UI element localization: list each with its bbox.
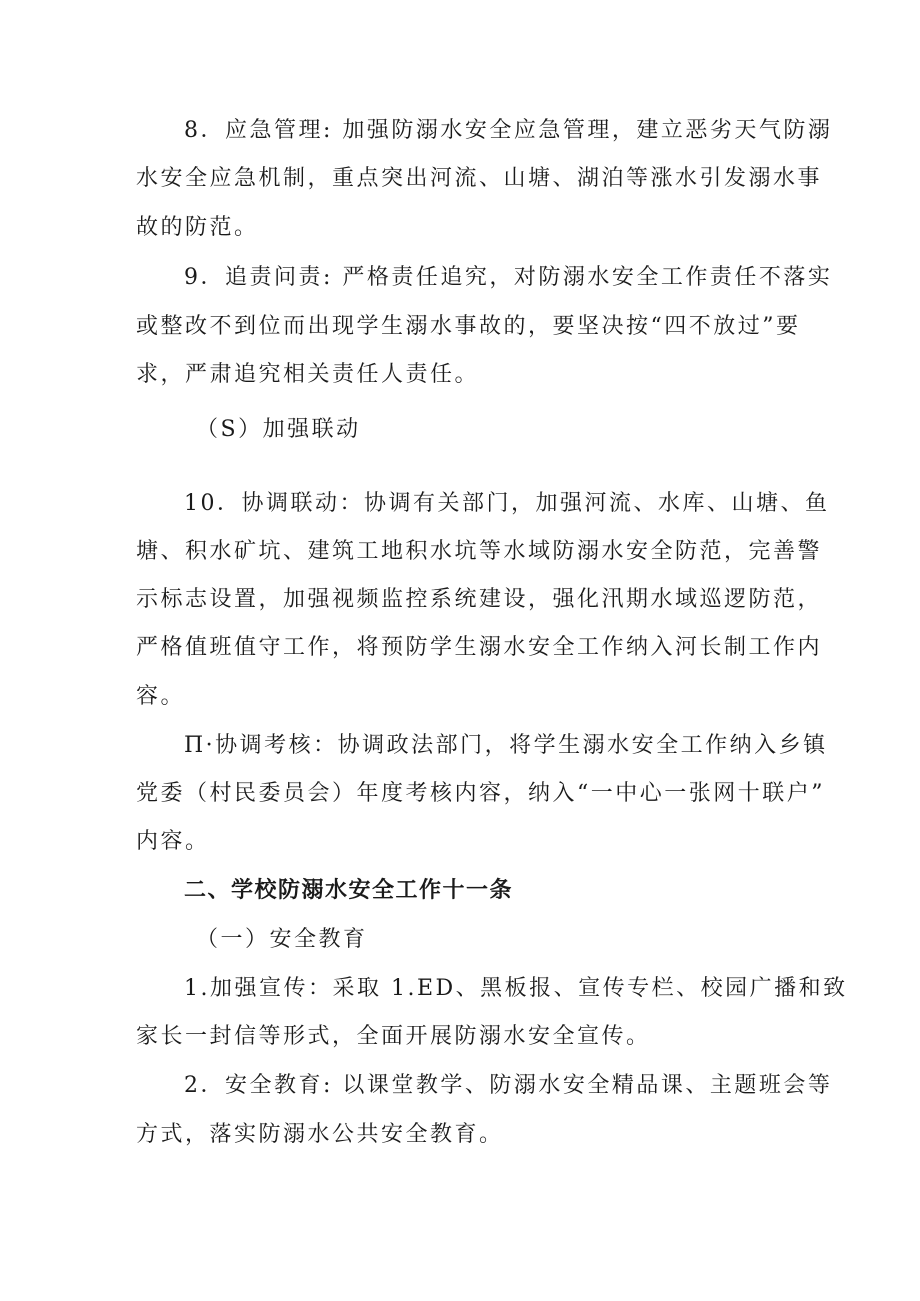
school-item-1-line-2: 家长一封信等形式，全面开展防溺水安全宣传。: [136, 1024, 651, 1049]
item-10-line-4: 严格值班值守工作，将预防学生溺水安全工作纳入河长制工作内: [136, 635, 823, 660]
item-10-line-3: 示标志设置，加强视频监控系统建设，强化汛期水域巡逻防范，: [136, 587, 823, 612]
item-9-line-1: 9．追责问责: 严格责任追究，对防溺水安全工作责任不落实: [184, 265, 833, 290]
item-11-line-1: П·协调考核：协调政法部门，将学生溺水安全工作纳入乡镇: [184, 733, 828, 758]
item-10-line-1: 10．协调联动：协调有关部门，加强河流、水库、山塘、鱼: [184, 491, 830, 516]
school-item-1-line-1: 1.加强宣传：采取 1.ED、黑板报、宣传专栏、校园广播和致: [184, 976, 848, 1001]
section-1-subheading: （一）安全教育: [196, 927, 368, 952]
school-item-2-line-1: 2．安全教育: 以课堂教学、防溺水安全精品课、主题班会等: [184, 1073, 833, 1098]
item-10-line-2: 塘、积水矿坑、建筑工地积水坑等水域防溺水安全防范，完善警: [136, 539, 823, 564]
section-2-heading: 二、学校防溺水安全工作十一条: [184, 878, 514, 903]
item-9-line-3: 求，严肃追究相关责任人责任。: [136, 362, 480, 387]
item-8-line-2: 水安全应急机制，重点突出河流、山塘、湖泊等涨水引发溺水事: [136, 166, 823, 191]
item-10-line-5: 容。: [136, 684, 186, 709]
item-11-line-2: 党委（村民委员会）年度考核内容，纳入“一中心一张网十联户”: [136, 781, 825, 806]
item-8-line-1: 8．应急管理: 加强防溺水安全应急管理，建立恶劣天气防溺: [184, 118, 833, 143]
item-8-line-3: 故的防范。: [136, 215, 259, 240]
item-9-line-2: 或整改不到位而出现学生溺水事故的，要坚决按“四不放过”要: [136, 314, 801, 339]
item-11-line-3: 内容。: [136, 829, 210, 854]
section-s-heading: （S）加强联动: [196, 417, 361, 442]
school-item-2-line-2: 方式，落实防溺水公共安全教育。: [136, 1122, 504, 1147]
